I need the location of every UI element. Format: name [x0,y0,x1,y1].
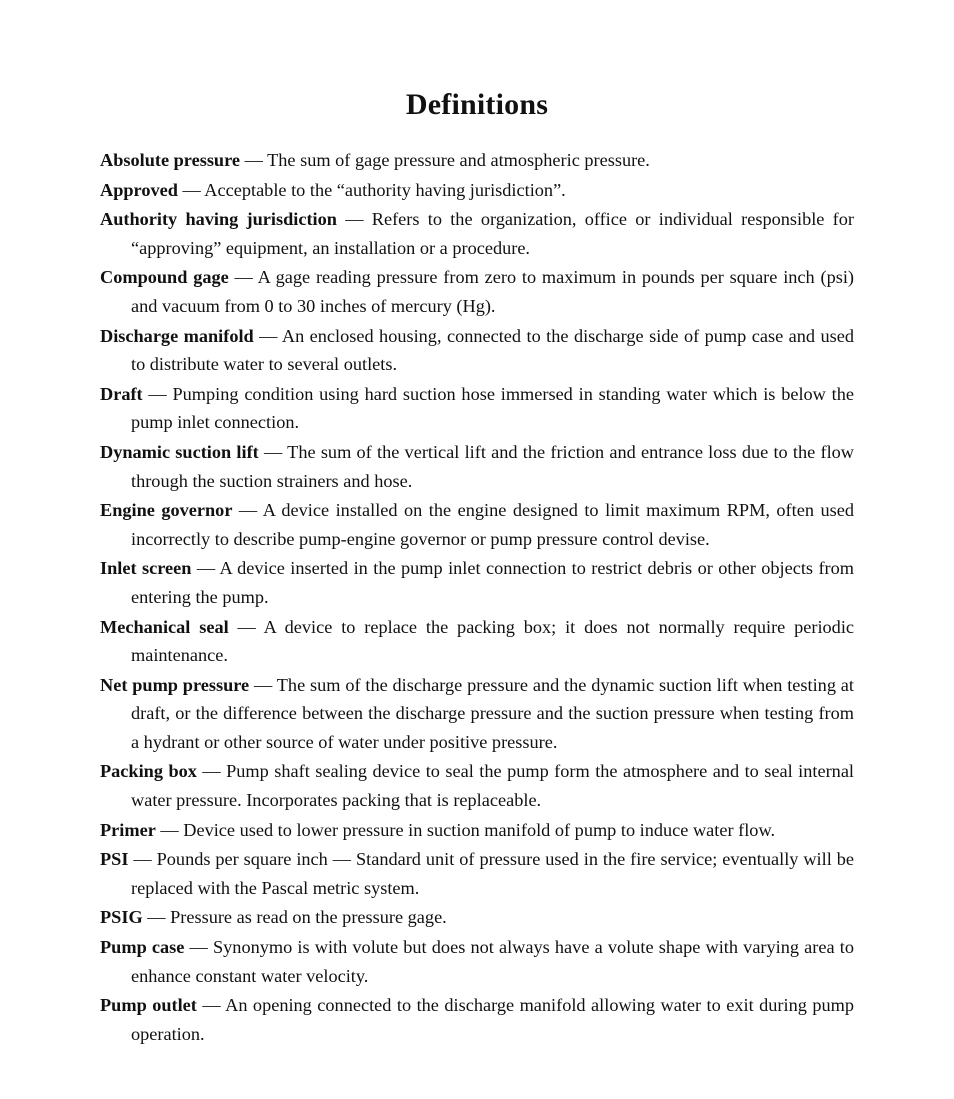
definition-term: Compound gage [100,267,229,288]
definition-text: — A gage reading pressure from zero to maximum in pounds per square inch (psi) and vacuum from 0 to 30 inches of mercury (Hg). [131,267,854,316]
definition-item [100,613,854,670]
definition-text: — An opening connected to the discharge manifold allowing water to exit during pump operation. [131,995,854,1044]
definition-term: Pump case [100,937,185,958]
definition-text: — Device used to lower pressure in suction manifold of pump to induce water flow. [155,819,776,840]
definition-text: — The sum of the discharge pressure and the dynamic suction lift when testing at draft, or the difference between the discharge pressure and the suction pressure when testing from a hydrant or other source of water under positive pressure. [131,674,854,752]
definition-text: — Pressure as read on the pressure gage. [142,907,447,928]
definition-text: — A device installed on the engine designed to limit maximum RPM, often used incorrectly to describe pump-engine governor or pump pressure control devise. [131,500,854,549]
definition-item [100,757,854,814]
definition-text: — The sum of gage pressure and atmospheric pressure. [240,150,650,170]
page-title: Definitions [405,88,549,121]
definition-text: — Synonymo is with volute but does not always have a volute shape with varying area to enhance constant water velocity. [131,937,854,986]
definition-text: — Refers to the organization, office or individual responsible for “approving” equipment, an installation or a procedure. [131,209,854,258]
definition-term: Dynamic suction lift [100,441,259,462]
definition-text: — Acceptable to the “authority having jurisdiction”. [177,179,566,200]
definition-term: Packing box [100,761,197,782]
definition-item [100,496,854,553]
definition-item [100,205,854,262]
definition-item [100,671,854,757]
definition-item [100,933,854,990]
definition-item [100,554,854,611]
definition-term: Absolute pressure [100,150,241,170]
definition-term: Draft [100,383,143,404]
definition-term: Authority having jurisdiction [100,209,337,230]
definition-item [100,176,854,205]
definition-text: — A device to replace the packing box; it does not normally require periodic maintenance. [131,616,855,666]
definition-item [100,322,854,379]
definition-text: — Pounds per square inch — Standard unit of pressure used in the fire service; eventually will be replaced with the Pascal metric system. [128,849,854,898]
definition-item [100,991,854,1048]
definition-term: Pump outlet [100,995,197,1016]
definition-text: — A device inserted in the pump inlet connection to restrict debris or other objects from entering the pump. [131,558,854,607]
definition-term: PSIG [100,907,143,928]
definition-item [100,146,854,175]
definition-term: Discharge manifold [100,325,254,346]
definition-item [100,845,854,902]
definition-term: Engine governor [100,500,233,521]
definitions-list [100,146,854,1049]
definition-text: — An enclosed housing, connected to the discharge side of pump case and used to distribute water to several outlets. [131,325,854,375]
definition-item [100,438,854,495]
definition-item [100,263,854,320]
definition-text: — Pumping condition using hard suction hose immersed in standing water which is below the pump inlet connection. [131,383,854,433]
definition-text: — Pump shaft sealing device to seal the pump form the atmosphere and to seal internal water pressure. Incorporates packing that is replaceable. [131,761,855,811]
definition-item [100,380,854,437]
definition-item [100,903,854,932]
definition-term: Approved [100,179,178,200]
definition-term: Primer [100,819,156,840]
definition-term: PSI [100,849,129,870]
definition-term: Net pump pressure [100,674,250,695]
definition-text: — The sum of the vertical lift and the friction and entrance loss due to the flow through the suction strainers and hose. [131,441,855,491]
definition-item [100,816,854,845]
definition-term: Mechanical seal [100,616,229,637]
definition-term: Inlet screen [100,558,192,579]
